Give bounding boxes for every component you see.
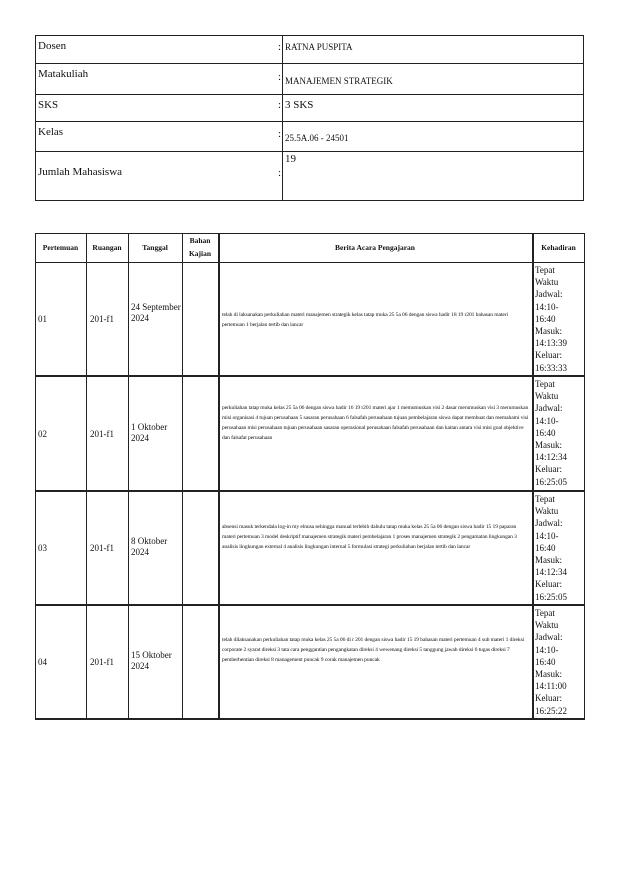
header-ruangan: Ruangan [92, 243, 122, 252]
kehadiran-line: 14:12:34 [535, 452, 568, 463]
header-tanggal: Tanggal [142, 243, 168, 252]
cell-pertemuan: 02 [38, 429, 47, 439]
kehadiran-line: Jadwal: [535, 289, 563, 300]
table-border [128, 233, 129, 720]
cell-pertemuan: 03 [38, 543, 47, 553]
info-value: RATNA PUSPITA [285, 42, 353, 52]
kehadiran-line: Keluar: [535, 693, 562, 704]
info-colon: : [278, 71, 282, 83]
kehadiran-line: 14:13:39 [535, 338, 568, 349]
table-border [35, 375, 585, 377]
kehadiran-line: Jadwal: [535, 632, 563, 643]
info-label: Jumlah Mahasiswa [38, 166, 123, 178]
kehadiran-line: Masuk: [535, 326, 562, 337]
cell-tanggal: 24 September 2024 [131, 302, 181, 323]
kehadiran-line: Tepat [535, 379, 555, 389]
header-berita-acara: Berita Acara Pengajaran [335, 243, 415, 252]
cell-kehadiran [535, 378, 583, 488]
table-border [532, 233, 534, 720]
header-bahan-kajian: Bahan [189, 236, 211, 245]
course-info-table [35, 35, 584, 201]
kehadiran-line: Waktu [535, 506, 559, 517]
info-label: Matakuliah [38, 68, 89, 80]
kehadiran-line: 14:10- [535, 301, 559, 312]
kehadiran-line: 16:25:05 [535, 476, 568, 487]
kehadiran-line: 14:11:00 [535, 681, 567, 692]
kehadiran-line: 16:40 [535, 427, 556, 438]
info-label: Kelas [38, 126, 64, 138]
info-colon: : [278, 99, 282, 111]
cell-berita-acara: perkuliahan tatap muka kelas 25 5a 06 dengan siswa hadir 16 19 r201 materi ajar 1 memumuskan visi 2 dasar merumuskan visi 3 merumuskan misi organisasi 4 tujuan perusahaan 5 sasaran perusahaan 6 falsafah perusahaan tujuan pembelajaran siswa dapat membuat dan memahami visi perusahaan misi perusahaan tujuan perusahaan sasaran operasional perusahaan falsafah perusahaan dan kaitan antara visi misi goal objektive dan falsafat perusahaan [222, 405, 529, 441]
table-border [35, 262, 585, 263]
info-value: 3 SKS [285, 99, 314, 111]
cell-kehadiran [535, 607, 583, 717]
cell-tanggal: 8 Oktober 2024 [131, 536, 168, 557]
info-value: 19 [285, 153, 296, 165]
kehadiran-line: Keluar: [535, 464, 562, 475]
kehadiran-line: Keluar: [535, 579, 562, 590]
kehadiran-line: 14:10- [535, 644, 559, 655]
info-colon: : [278, 41, 282, 53]
kehadiran-line: Tepat [535, 265, 555, 275]
cell-berita-acara: absensi masuk terkendala log-in my elnusa sehingga manual terlebih dahulu tatap muka kelas 25 5a 06 dengan siswa hadir 15 19 paparan materi pertemuan 3 model deskriptif manajemen strategik materi pembelajaran 1 proses manajemen strategik 2 pengamatan lingkungan 3 analisis lingkungan external 4 analisis lingkungan internal 5 formulasi strategi perkuliahan berjalan tertib dan lancar [222, 524, 517, 550]
attendance-table [35, 233, 585, 720]
kehadiran-line: Masuk: [535, 555, 562, 566]
kehadiran-line: Waktu [535, 620, 559, 631]
header-pertemuan: Pertemuan [42, 243, 79, 252]
kehadiran-line: 16:25:22 [535, 705, 568, 716]
kehadiran-line: 14:12:34 [535, 567, 568, 578]
cell-pertemuan: 01 [38, 314, 47, 324]
kehadiran-line: 14:10- [535, 415, 559, 426]
info-row-jumlah-mahasiswa [36, 151, 583, 202]
header-kehadiran: Kehadiran [541, 243, 576, 252]
table-border [35, 604, 585, 606]
kehadiran-line: 16:33:33 [535, 362, 568, 373]
info-row-dosen [36, 36, 583, 63]
cell-pertemuan: 04 [38, 657, 47, 667]
cell-tanggal: 1 Oktober 2024 [131, 422, 168, 443]
kehadiran-line: Masuk: [535, 669, 562, 680]
kehadiran-line: Tepat [535, 494, 555, 504]
cell-ruangan: 201-f1 [90, 314, 114, 324]
cell-tanggal: 15 Oktober 2024 [131, 650, 172, 671]
cell-ruangan: 201-f1 [90, 657, 114, 667]
table-border [86, 233, 87, 720]
kehadiran-line: 16:25:05 [535, 591, 568, 602]
kehadiran-line: Jadwal: [535, 518, 563, 529]
cell-kehadiran [535, 493, 583, 603]
kehadiran-line: 16:40 [535, 542, 556, 553]
kehadiran-line: Tepat [535, 608, 555, 618]
cell-ruangan: 201-f1 [90, 543, 114, 553]
kehadiran-line: 14:10- [535, 530, 559, 541]
kehadiran-line: 16:40 [535, 656, 556, 667]
info-value: 25.5A.06 - 24501 [285, 133, 349, 143]
cell-berita-acara: telah dilaksanakan perkuliahan tatap muka kelas 25 5a 06 di r 201 dengan siswa hadir 15 19 bahasan materi pertemuan 4 sub materi 1 direksi corporate 2 syarat direksi 3 tata cara penggantian pengangkatan direksi 4 wewenang direksi 5 tanggung jawab direksi 6 tugas direksi 7 pemberhentian direksi 8 management puncak 9 corak manajemen puncak [222, 637, 525, 663]
info-colon: : [278, 167, 282, 179]
header-bahan-kajian: Kajian [188, 249, 212, 258]
info-value: MANAJEMEN STRATEGIK [285, 76, 393, 86]
kehadiran-line: Keluar: [535, 350, 562, 361]
kehadiran-line: Waktu [535, 391, 559, 402]
table-border [218, 233, 220, 720]
cell-ruangan: 201-f1 [90, 429, 114, 439]
info-row-sks [36, 94, 583, 121]
table-border [35, 233, 585, 234]
kehadiran-line: Masuk: [535, 440, 562, 451]
info-label: Dosen [38, 40, 67, 52]
kehadiran-line: 16:40 [535, 313, 556, 324]
info-row-kelas [36, 121, 583, 151]
table-border [35, 490, 585, 492]
table-border [35, 233, 36, 720]
cell-kehadiran [535, 264, 583, 374]
info-colon: : [278, 128, 282, 140]
kehadiran-line: Jadwal: [535, 403, 563, 414]
table-border [584, 233, 585, 720]
table-border [182, 233, 183, 720]
table-border [35, 718, 585, 720]
info-row-matakuliah [36, 63, 583, 94]
cell-berita-acara: telah di laksanakan perkuliahan materi manajemen strategik kelas tatap muka 25 5a 06 dengan siswa hadir 18 19 r201 bahasan materi pertemuan 1 berjalan tertib dan lancar [222, 312, 508, 328]
kehadiran-line: Waktu [535, 277, 559, 288]
info-label: SKS [38, 99, 59, 111]
